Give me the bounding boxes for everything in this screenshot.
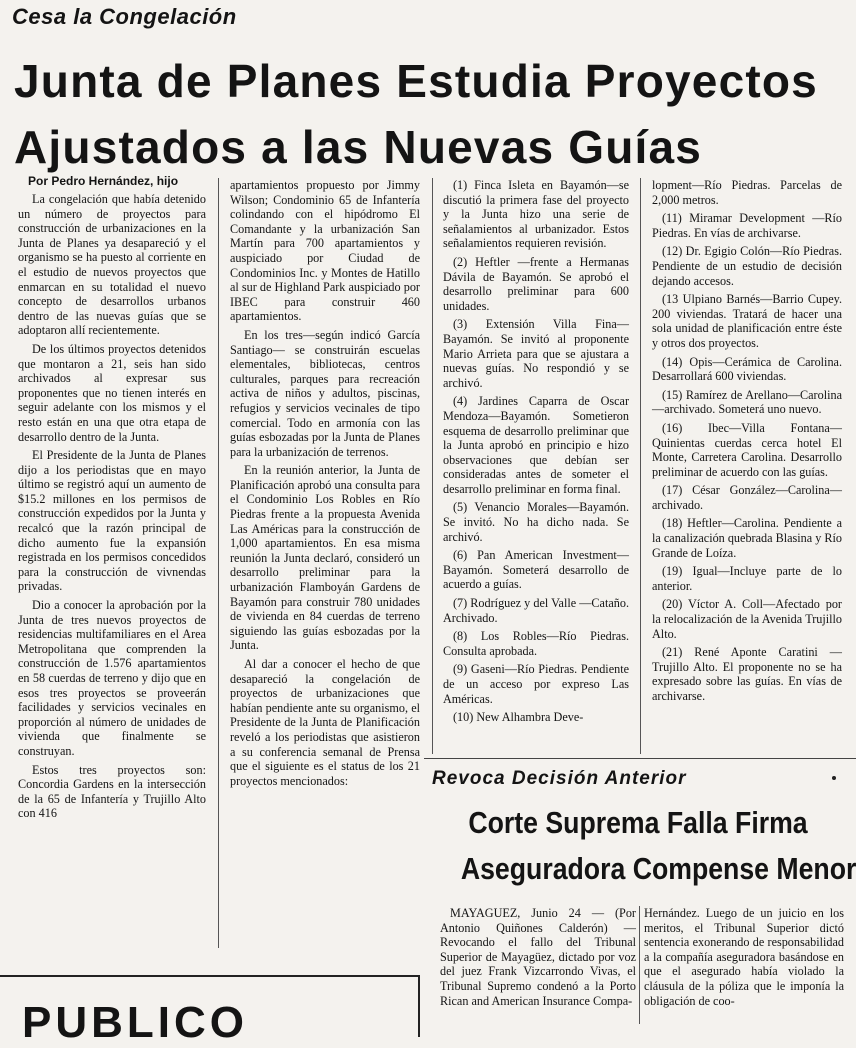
list-item: (1) Finca Isleta en Bayamón—se discutió la primera fase del proyecto y la Junta hizo una serie de señalamientos al urbanizador. Estos señalamientos requieren revisión. <box>443 178 629 251</box>
headline-line-2: Ajustados a las Nuevas Guías <box>14 121 703 173</box>
bullet-dot <box>832 776 836 780</box>
list-item: (10) New Alhambra Deve- <box>453 710 584 725</box>
paragraph: Dio a conocer la aprobación por la Junta de tres nuevos proyectos de residencias multifamiliares en el Area Metropolitana que comprenden la construcción de 1.576 apartamientos en 58 cuerdas de terreno y dijo que en esos tres proyectos se proveerán facilidades y servicios vecinales en proporción al número de unidades de vivienda que finalmente se construyan. <box>18 598 206 758</box>
bottom-ad-word: PUBLICO <box>22 998 248 1047</box>
list-item: (6) Pan American Investment—Bayamón. Someterá desarrollo de acuerdo a guías. <box>443 548 629 592</box>
list-item: (16) Ibec—Villa Fontana—Quinientas cuerdas cerca hotel El Monte, Carretera Carolina. Desarrollo preliminar de acuerdo con las guías. <box>652 420 842 479</box>
list-item: (3) Extensión Villa Fina—Bayamón. Se invitó al proponente Mario Arrieta para que se ajustara a nuevas guías. No respondió y se archivó. <box>443 317 629 390</box>
list-item: (19) Igual—Incluye parte de lo anterior. <box>652 564 842 593</box>
second-story-column-1 <box>440 906 636 1012</box>
article-column-4 <box>652 178 842 708</box>
column-divider <box>639 906 640 1024</box>
paragraph: El Presidente de la Junta de Planes dijo a los periodistas que en mayo último se registró aquí un aumento de $15.2 millones en los permisos de construcción expedidos por la Junta y recalcó que la razón principal de dicho aumento fue la expansión registrada en los permisos concedidos para la construcción de vivnendas privadas. <box>18 448 206 594</box>
paragraph: Al dar a conocer el hecho de que desapareció la congelación de proyectos de urbanizaciones que habían pendiente ante su organismo, el Presidente de la Junta de Planificación reveló a los periodistas que asistieron a su conferencia semanal de Prensa que el siguiente es el status de los 21 proyectos mencionados: <box>230 657 420 788</box>
list-item: (7) Rodríguez y del Valle —Cataño. Archivado. <box>443 596 629 625</box>
second-story-kicker: Revoca Decisión Anterior <box>432 768 687 789</box>
list-item: (17) César González—Carolina—archivado. <box>652 483 842 512</box>
paragraph: apartamientos propuesto por Jimmy Wilson; Condominio 65 de Infantería colindando con el hipódromo El Comandante y la urbanización San Martín para 700 apartamientos y auspiciado por Ciudad de Condominios Inc. y Montes de Hatillo al sur de Highland Park auspiciado por IBEC para construir 460 apartamientos. <box>230 178 420 324</box>
byline: Por Pedro Hernández, hijo <box>28 174 179 188</box>
main-headline <box>14 48 850 180</box>
paragraph: La congelación que había detenido un número de proyectos para construcción de urbanizaciones en la Junta de Planes ya desapareció y el organismo se ha puesto al corriente en el estudio de nuevos proyectos que enmarcan en su totalidad el nuevo concepto de desarrollos urbanos dentro de las nuevas guías que se adoptaron allí recientemente. <box>18 192 206 338</box>
list-item: (4) Jardines Caparra de Oscar Mendoza—Bayamón. Sometieron esquema de desarrollo preliminar que la Junta aprobó en principio e hizo observaciones que debían ser consideradas antes de someter el desarrollo preliminar en forma final. <box>443 394 629 496</box>
column-divider <box>218 178 219 948</box>
list-item: lopment—Río Piedras. Parcelas de 2,000 metros. <box>652 178 842 207</box>
article-column-3 <box>443 178 629 729</box>
paragraph: En la reunión anterior, la Junta de Planificación aprobó una consulta para el Condominio Los Robles en Río Piedras frente a la propuesta Avenida Las Américas para la construcción de 1,000 apartamientos. En esa misma reunión la Junta declaró, consideró un desarrollo preliminar para la urbanización Flamboyán Gardens de Bayamón para construir 780 unidades de vivienda en 84 cuerdas de terreno siguiendo las guías esbozadas por la Junta. <box>230 463 420 653</box>
list-item: (11) Miramar Development —Río Piedras. En vías de archivarse. <box>652 211 842 240</box>
second-story-column-2 <box>644 906 844 1012</box>
paragraph: En los tres—según indicó García Santiago— se construirán escuelas elementales, bibliotecas, centros culturales, parques para recreación activa de niños y adultos, piscinas, refugios y servicios vecinales de tipo comercial. Todo en armonía con las guías esbozadas por la Junta de Planes para la urbanización de terrenos. <box>230 327 420 459</box>
list-item: (21) René Aponte Caratini —Trujillo Alto. El proponente no se ha expresado sobre las guías. En vías de archivarse. <box>652 645 842 703</box>
subhead-line-2: Aseguradora Compense Menor <box>460 851 856 886</box>
list-item: (13 Ulpiano Barnés—Barrio Cupey. 200 viviendas. Tratará de hacer una sola unidad de planificación entre éste y otros dos proyectos. <box>652 292 842 350</box>
section-divider <box>424 758 856 759</box>
list-item: (2) Heftler —frente a Hermanas Dávila de Bayamón. Se aprobó el desarrollo preliminar para 600 unidades. <box>443 254 629 313</box>
paragraph: Estos tres proyectos son: Concordia Gardens en la intersección de la 65 de Infantería y Trujillo Alto con 416 <box>18 762 206 821</box>
paragraph: MAYAGUEZ, Junio 24 — (Por Antonio Quiñones Calderón) — Revocando el fallo del Tribunal Superior de Mayagüez, dictado por voz del juez Frank Vizcarrondo Vivas, el Tribunal Supremo condenó a la Porto Rican and American Insurance Compa- <box>440 906 636 1008</box>
list-item: (20) Víctor A. Coll—Afectado por la relocalización de la Avenida Trujillo Alto. <box>652 597 842 641</box>
subhead-line-1: Corte Suprema Falla Firma <box>468 805 808 840</box>
column-divider <box>640 178 641 754</box>
article-column-1 <box>18 192 206 825</box>
list-item: (15) Ramírez de Arellano—Carolina—archivado. Someterá uno nuevo. <box>652 387 842 417</box>
list-item: (18) Heftler—Carolina. Pendiente a la canalización quebrada Blasina y Río Grande de Loíza. <box>652 516 842 560</box>
column-divider <box>432 178 433 754</box>
list-item: (14) Opis—Cerámica de Carolina. Desarrollará 600 viviendas. <box>652 354 842 384</box>
story-kicker: Cesa la Congelación <box>12 4 237 29</box>
paragraph: Hernández. Luego de un juicio en los meritos, el Tribunal Superior dictó sentencia exonerando de responsabilidad a la compañía aseguradora basándose en que el asegurado había violado la cláusula de la póliza que le imponía la obligación de coo- <box>644 906 844 1008</box>
list-item: (5) Venancio Morales—Bayamón. Se invitó. No ha dicho nada. Se archivó. <box>443 500 629 544</box>
article-column-2 <box>230 178 420 792</box>
list-item: (9) Gaseni—Río Piedras. Pendiente de un acceso por expreso Las Américas. <box>443 662 629 706</box>
second-story-headline <box>460 800 856 892</box>
headline-line-1: Junta de Planes Estudia Proyectos <box>14 55 818 107</box>
list-item: (12) Dr. Egigio Colón—Río Piedras. Pendiente de un estudio de decisión dejando accesos. <box>652 244 842 288</box>
paragraph: De los últimos proyectos detenidos que montaron a 21, seis han sido archivados al expresar sus proponentes que no tienen interés en seguir adelante con los mismos y el resto están en una que otra etapa de desarrollo dentro de la Junta. <box>18 341 206 444</box>
list-item: (8) Los Robles—Río Piedras. Consulta aprobada. <box>443 629 629 658</box>
